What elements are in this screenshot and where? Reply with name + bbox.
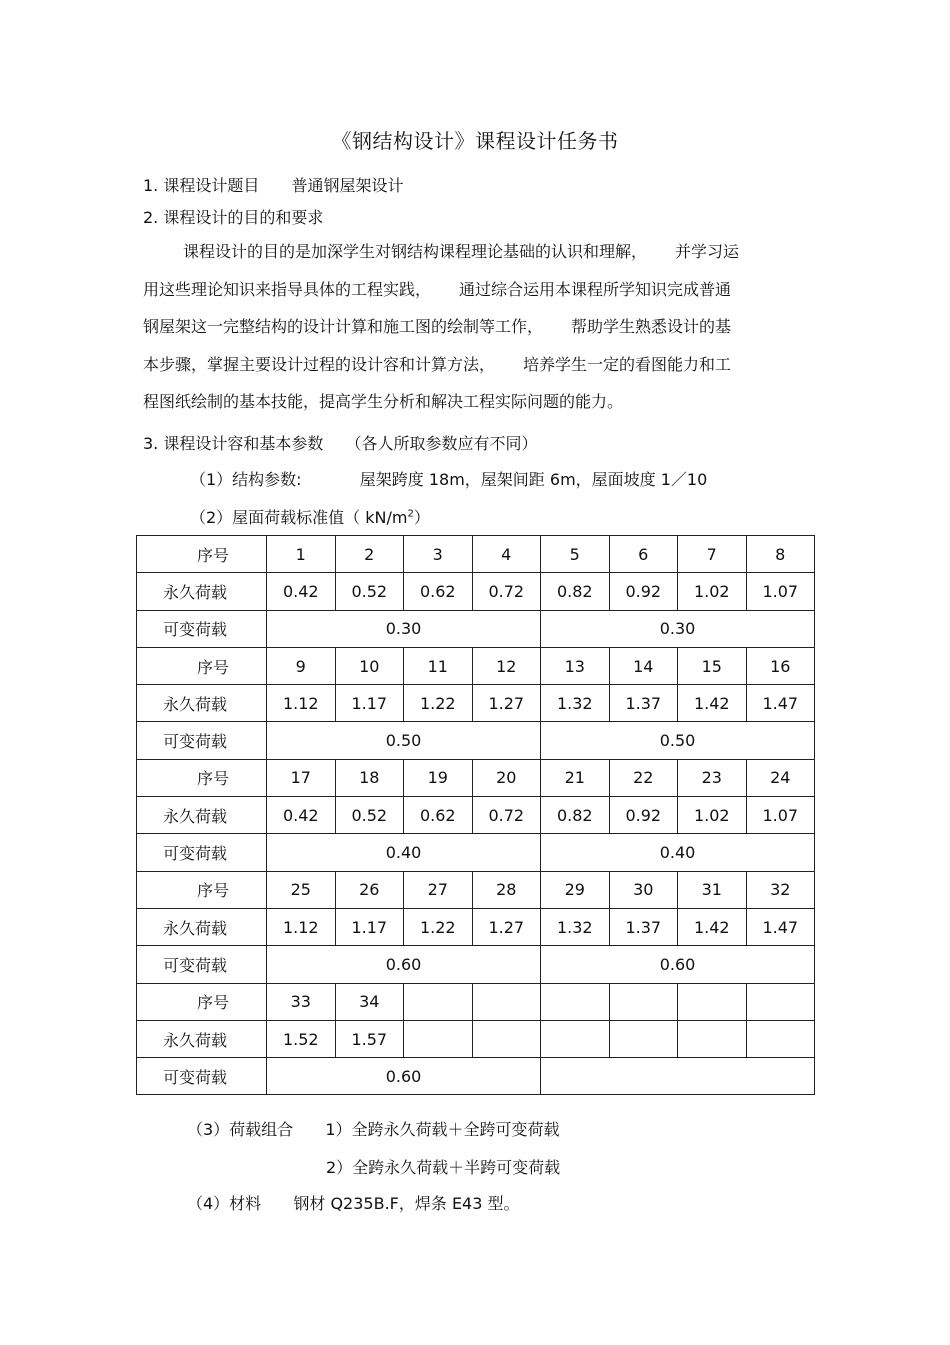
paragraph-line: 用这些理论知识来指导具体的工程实践， 通过综合运用本课程所学知识完成普通	[143, 279, 732, 299]
purpose-paragraph	[143, 241, 808, 429]
index-cell	[609, 983, 678, 1020]
permanent-load-cell: 0.62	[404, 797, 473, 834]
permanent-load-cell: 1.47	[746, 908, 815, 945]
permanent-load-cell: 1.17	[335, 908, 404, 945]
variable-load-cell: 0.40	[267, 834, 541, 871]
permanent-load-cell: 1.32	[541, 685, 610, 722]
permanent-load-cell: 1.42	[678, 685, 747, 722]
table-row-variable	[137, 722, 815, 759]
index-cell: 2	[335, 536, 404, 573]
index-cell: 24	[746, 759, 815, 796]
permanent-load-cell: 1.07	[746, 797, 815, 834]
index-cell: 11	[404, 647, 473, 684]
load-table	[136, 535, 815, 1095]
row-label-permanent: 永久荷载	[137, 797, 267, 834]
permanent-load-cell: 0.82	[541, 797, 610, 834]
table-row-permanent	[137, 797, 815, 834]
permanent-load-cell	[404, 1020, 473, 1057]
row-label-variable: 可变荷载	[137, 722, 267, 759]
table-row-variable	[137, 1058, 815, 1095]
permanent-load-cell	[678, 1020, 747, 1057]
permanent-load-cell: 0.42	[267, 797, 336, 834]
permanent-load-cell: 1.07	[746, 573, 815, 610]
permanent-load-cell: 1.42	[678, 908, 747, 945]
index-cell	[678, 983, 747, 1020]
index-cell: 17	[267, 759, 336, 796]
permanent-load-cell: 1.37	[609, 685, 678, 722]
permanent-load-cell: 1.22	[404, 908, 473, 945]
index-cell	[541, 983, 610, 1020]
variable-load-cell: 0.60	[541, 946, 815, 983]
section-3-note: （各人所取参数应有不同）	[345, 434, 538, 453]
permanent-load-cell: 0.82	[541, 573, 610, 610]
permanent-load-cell: 1.52	[267, 1020, 336, 1057]
permanent-load-cell	[609, 1020, 678, 1057]
index-cell: 30	[609, 871, 678, 908]
index-cell: 10	[335, 647, 404, 684]
permanent-load-cell: 1.22	[404, 685, 473, 722]
paragraph-line: 课程设计的目的是加深学生对钢结构课程理论基础的认识和理解， 并学习运	[183, 242, 740, 261]
index-cell: 1	[267, 536, 336, 573]
material-value: 钢材 Q235B.F，焊条 E43 型。	[293, 1194, 520, 1213]
index-cell	[746, 983, 815, 1020]
permanent-load-cell: 1.47	[746, 685, 815, 722]
table-row-permanent	[137, 1020, 815, 1057]
permanent-load-cell: 1.32	[541, 908, 610, 945]
index-cell: 16	[746, 647, 815, 684]
variable-load-cell	[541, 1058, 815, 1095]
index-cell: 9	[267, 647, 336, 684]
index-cell: 21	[541, 759, 610, 796]
row-label-permanent: 永久荷载	[137, 908, 267, 945]
index-cell: 14	[609, 647, 678, 684]
structural-params-value: 屋架跨度 18m，屋架间距 6m，屋面坡度 1／10	[359, 470, 708, 489]
load-combination-label: （3）荷载组合	[187, 1120, 294, 1139]
permanent-load-cell	[746, 1020, 815, 1057]
row-label-variable: 可变荷载	[137, 834, 267, 871]
index-cell: 23	[678, 759, 747, 796]
load-table-title: （2）屋面荷载标准值（ $kN/m^2$）	[190, 508, 430, 527]
structural-params-label: （1）结构参数:	[190, 470, 302, 489]
row-label-index: 序号	[137, 983, 267, 1020]
variable-load-cell: 0.30	[541, 610, 815, 647]
permanent-load-cell: 1.27	[472, 908, 541, 945]
table-row-variable	[137, 946, 815, 983]
index-cell: 8	[746, 536, 815, 573]
table-row-permanent	[137, 573, 815, 610]
index-cell: 32	[746, 871, 815, 908]
permanent-load-cell: 0.72	[472, 573, 541, 610]
permanent-load-cell	[472, 1020, 541, 1057]
permanent-load-cell: 1.17	[335, 685, 404, 722]
document-title: 《钢结构设计》课程设计任务书	[331, 129, 619, 153]
index-cell: 6	[609, 536, 678, 573]
section-3-label: 3. 课程设计容和基本参数	[143, 434, 324, 453]
variable-load-cell: 0.60	[267, 1058, 541, 1095]
index-cell: 26	[335, 871, 404, 908]
table-row-permanent	[137, 685, 815, 722]
variable-load-cell: 0.50	[541, 722, 815, 759]
permanent-load-cell: 0.92	[609, 573, 678, 610]
permanent-load-cell: 1.12	[267, 908, 336, 945]
index-cell: 12	[472, 647, 541, 684]
table-row-index	[137, 871, 815, 908]
table-row-index	[137, 536, 815, 573]
section-1-label: 1. 课程设计题目	[143, 176, 260, 195]
permanent-load-cell: 1.27	[472, 685, 541, 722]
index-cell: 20	[472, 759, 541, 796]
variable-load-cell: 0.40	[541, 834, 815, 871]
index-cell: 31	[678, 871, 747, 908]
table-row-index	[137, 759, 815, 796]
permanent-load-cell: 1.57	[335, 1020, 404, 1057]
index-cell: 22	[609, 759, 678, 796]
index-cell: 34	[335, 983, 404, 1020]
permanent-load-cell: 0.72	[472, 797, 541, 834]
permanent-load-cell: 0.92	[609, 797, 678, 834]
index-cell: 28	[472, 871, 541, 908]
paragraph-line: 程图纸绘制的基本技能，提高学生分析和解决工程实际问题的能力。	[143, 392, 624, 411]
load-combination-1: 1）全跨永久荷载＋全跨可变荷载	[325, 1120, 560, 1139]
row-label-permanent: 永久荷载	[137, 685, 267, 722]
index-cell: 4	[472, 536, 541, 573]
index-cell: 19	[404, 759, 473, 796]
table-row-index	[137, 647, 815, 684]
index-cell: 5	[541, 536, 610, 573]
index-cell	[404, 983, 473, 1020]
index-cell: 25	[267, 871, 336, 908]
index-cell: 33	[267, 983, 336, 1020]
index-cell: 27	[404, 871, 473, 908]
section-2-label: 2. 课程设计的目的和要求	[143, 208, 324, 227]
load-combination	[187, 1117, 560, 1140]
index-cell: 29	[541, 871, 610, 908]
permanent-load-cell: 1.12	[267, 685, 336, 722]
index-cell: 3	[404, 536, 473, 573]
row-label-permanent: 永久荷载	[137, 573, 267, 610]
table-row-variable	[137, 834, 815, 871]
row-label-permanent: 永久荷载	[137, 1020, 267, 1057]
variable-load-cell: 0.30	[267, 610, 541, 647]
paragraph-line: 钢屋架这一完整结构的设计计算和施工图的绘制等工作， 帮助学生熟悉设计的基	[143, 317, 732, 336]
index-cell: 7	[678, 536, 747, 573]
index-cell: 13	[541, 647, 610, 684]
paragraph-line: 本步骤，掌握主要设计过程的设计容和计算方法， 培养学生一定的看图能力和工	[143, 354, 732, 374]
row-label-index: 序号	[137, 647, 267, 684]
table-row-variable	[137, 610, 815, 647]
material-label: （4）材料	[187, 1194, 262, 1213]
row-label-variable: 可变荷载	[137, 610, 267, 647]
variable-load-cell: 0.50	[267, 722, 541, 759]
section-1	[143, 173, 404, 196]
permanent-load-cell: 1.37	[609, 908, 678, 945]
permanent-load-cell: 1.02	[678, 797, 747, 834]
index-cell: 18	[335, 759, 404, 796]
permanent-load-cell: 0.52	[335, 797, 404, 834]
table-row-index	[137, 983, 815, 1020]
permanent-load-cell: 1.02	[678, 573, 747, 610]
row-label-variable: 可变荷载	[137, 1058, 267, 1095]
row-label-index: 序号	[137, 536, 267, 573]
permanent-load-cell: 0.52	[335, 573, 404, 610]
permanent-load-cell	[541, 1020, 610, 1057]
structural-params	[190, 467, 707, 490]
row-label-index: 序号	[137, 871, 267, 908]
section-1-value: 普通钢屋架设计	[291, 176, 404, 195]
permanent-load-cell: 0.42	[267, 573, 336, 610]
material	[187, 1191, 520, 1214]
load-combination-2: 2）全跨永久荷载＋半跨可变荷载	[326, 1158, 561, 1177]
permanent-load-cell: 0.62	[404, 573, 473, 610]
table-row-permanent	[137, 908, 815, 945]
section-3	[143, 431, 538, 454]
variable-load-cell: 0.60	[267, 946, 541, 983]
row-label-index: 序号	[137, 759, 267, 796]
row-label-variable: 可变荷载	[137, 946, 267, 983]
index-cell	[472, 983, 541, 1020]
index-cell: 15	[678, 647, 747, 684]
